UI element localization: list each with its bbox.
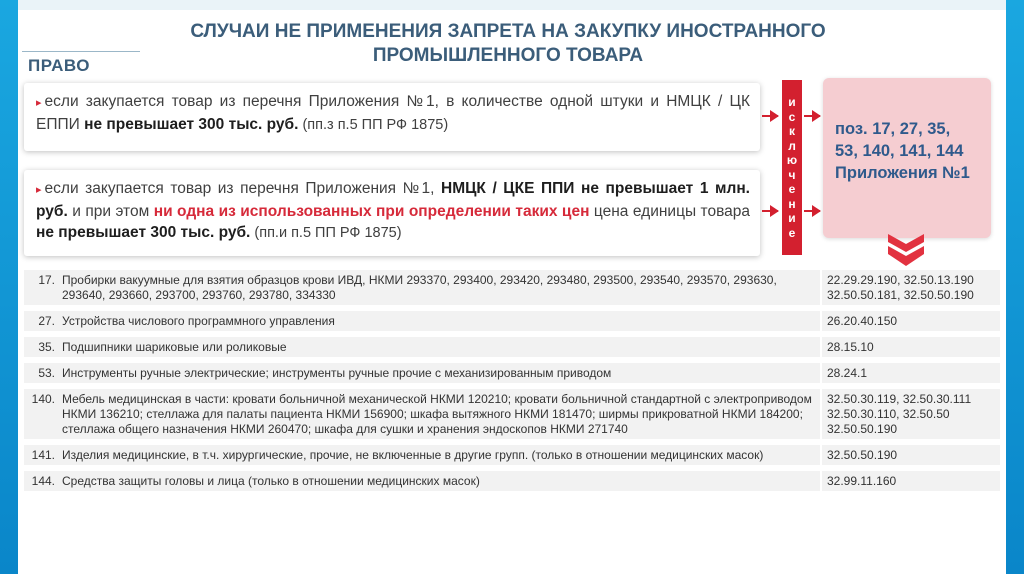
exception-letter: и bbox=[788, 211, 796, 225]
chevron-down-icon bbox=[886, 232, 926, 268]
arrow-icon bbox=[762, 115, 778, 117]
arrow-icon bbox=[804, 115, 820, 117]
row-description: Инструменты ручные электрические; инструменты ручные прочие с механизированным приводом bbox=[57, 360, 821, 386]
top-bar bbox=[18, 0, 1006, 10]
row-number: 141. bbox=[24, 442, 57, 468]
table-row bbox=[24, 270, 1000, 308]
row-code: 26.20.40.150 bbox=[821, 308, 1000, 334]
table-row bbox=[24, 468, 1000, 494]
title-line-1: СЛУЧАИ НЕ ПРИМЕНЕНИЯ ЗАПРЕТА НА ЗАКУПКУ ИНОСТРАННОГО bbox=[190, 21, 826, 42]
exception-letter: и bbox=[788, 95, 796, 109]
title-line-2: ПРОМЫШЛЕННОГО ТОВАРА bbox=[372, 45, 644, 66]
arrow-icon bbox=[804, 210, 820, 212]
row-number: 140. bbox=[24, 386, 57, 442]
row-number: 53. bbox=[24, 360, 57, 386]
box2-ref: (пп.и п.5 ПП РФ 1875) bbox=[250, 225, 402, 241]
exception-letter: ч bbox=[788, 167, 796, 182]
table-row bbox=[24, 308, 1000, 334]
positions-line-1: поз. 17, 27, 35, bbox=[835, 120, 951, 138]
arrow-icon bbox=[762, 210, 778, 212]
row-description: Пробирки вакуумные для взятия образцов крови ИВД, НКМИ 293370, 293400, 293420, 293480, 293500, 293540, 293570, 293630, 293640, 293660, 293700, 293760, 293780, 334330 bbox=[57, 270, 821, 308]
box2-bold-2: не превышает 300 тыс. руб. bbox=[36, 224, 251, 241]
box2-text-3: цена единицы товара bbox=[589, 203, 751, 220]
row-description: Подшипники шариковые или роликовые bbox=[57, 334, 821, 360]
row-description: Мебель медицинская в части: кровати больничной механической НКМИ 120210; кровати больничной стандартной с электроприводом НКМИ 136210; стеллажа для палаты пациента НКМИ 156900; шкафа вытяжного НКМИ 181470; ширмы прикроватной НКМИ 184200; стеллажа общего назначения НКМИ 260470; шкафа для сушки и хранения эндоскопов НКМИ 271740 bbox=[57, 386, 821, 442]
positions-line-2: 53, 140, 141, 144 bbox=[835, 142, 964, 160]
condition-box-2 bbox=[24, 170, 760, 256]
row-code: 28.15.10 bbox=[821, 334, 1000, 360]
row-code: 32.50.30.119, 32.50.30.111 32.50.30.110, 32.50.50 32.50.50.190 bbox=[821, 386, 1000, 442]
box1-text: если закупается товар из перечня Приложения №1, в количестве одной штуки и НМЦК / ЦК ЕППИ bbox=[36, 93, 750, 133]
box2-text-1: если закупается товар из перечня Приложения №1, bbox=[44, 180, 441, 197]
row-description: Средства защиты головы и лица (только в отношении медицинских масок) bbox=[57, 468, 821, 494]
row-number: 27. bbox=[24, 308, 57, 334]
exception-letter: ю bbox=[786, 153, 798, 167]
row-description: Изделия медицинские, в т.ч. хирургические, прочие, не включенные в другие групп. (только в отношении медицинских масок) bbox=[57, 442, 821, 468]
exception-letter: с bbox=[788, 109, 796, 124]
box2-red: ни одна из использованных при определении таких цен bbox=[153, 203, 590, 220]
row-code: 32.99.11.160 bbox=[821, 468, 1000, 494]
condition-box-1 bbox=[24, 83, 760, 151]
bullet-icon: ▸ bbox=[36, 97, 42, 109]
row-number: 17. bbox=[24, 270, 57, 308]
table-row bbox=[24, 360, 1000, 386]
slide bbox=[18, 0, 1006, 574]
exception-letter: к bbox=[788, 124, 795, 138]
row-description: Устройства числового программного управления bbox=[57, 308, 821, 334]
row-number: 35. bbox=[24, 334, 57, 360]
table-row bbox=[24, 442, 1000, 468]
positions-line-3: Приложения №1 bbox=[835, 164, 970, 182]
positions-box bbox=[823, 78, 991, 238]
exception-bar bbox=[782, 80, 802, 255]
box1-bold: не превышает 300 тыс. руб. bbox=[84, 116, 299, 133]
row-number: 144. bbox=[24, 468, 57, 494]
box2-bold-1: НМЦК / ЦКЕ ППИ не превышает 1 млн. руб. bbox=[36, 180, 750, 220]
row-code: 22.29.29.190, 32.50.13.190 32.50.50.181, 32.50.50.190 bbox=[821, 270, 1000, 308]
row-code: 28.24.1 bbox=[821, 360, 1000, 386]
table-row bbox=[24, 386, 1000, 442]
box1-ref: (пп.з п.5 ПП РФ 1875) bbox=[298, 117, 449, 133]
exception-letter: е bbox=[788, 225, 796, 240]
exception-letter: е bbox=[788, 182, 796, 196]
exception-letter: н bbox=[788, 196, 796, 211]
positions-table bbox=[24, 270, 1000, 497]
row-code: 32.50.50.190 bbox=[821, 442, 1000, 468]
divider bbox=[22, 51, 140, 52]
table-row bbox=[24, 334, 1000, 360]
section-label: ПРАВО bbox=[28, 56, 90, 75]
slide-title bbox=[108, 20, 908, 68]
box2-text-2: и при этом bbox=[67, 203, 154, 220]
exception-letter: л bbox=[788, 138, 796, 153]
bullet-icon: ▸ bbox=[36, 184, 42, 196]
